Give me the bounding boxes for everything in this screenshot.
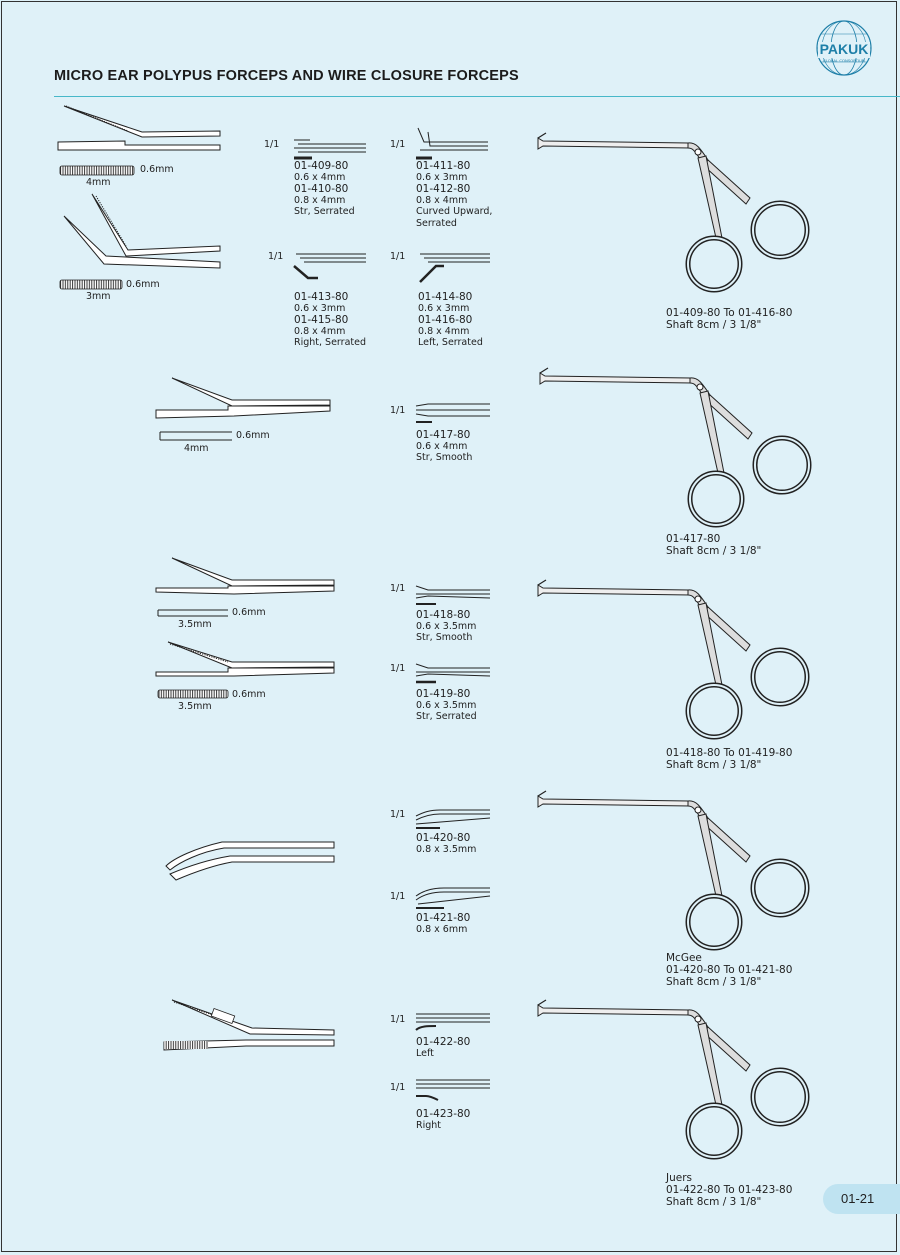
dim-width-g2: 0.6mm [236,430,270,441]
product-desc-423: Right [416,1120,442,1131]
product-code-410: 01-410-80 [294,183,349,195]
product-size-411: 0.6 x 3mm [416,172,468,183]
dim-width-g1b: 0.6mm [126,279,160,290]
jaw-icon-418 [416,586,490,604]
product-code-415: 01-415-80 [294,314,349,326]
ratio-label: 1/1 [390,251,406,262]
page-number: 01-21 [841,1191,875,1206]
product-code-422: 01-422-80 [416,1036,471,1048]
page-title: MICRO EAR POLYPUS FORCEPS AND WIRE CLOSURE FORCEPS [54,68,519,84]
product-size-420: 0.8 x 3.5mm [416,844,477,855]
group-shaft-g3: Shaft 8cm / 3 1/8" [666,759,762,771]
tip-detail-mcgee [166,842,334,880]
product-desc-419: Str, Serrated [416,711,477,722]
ratio-label: 1/1 [390,405,406,416]
dim-length-g1b: 3mm [86,291,111,302]
product-code-414: 01-414-80 [418,291,473,303]
product-desc-418: Str, Smooth [416,632,473,643]
tip-detail-curved-serrated [60,194,220,289]
product-code-409: 01-409-80 [294,160,349,172]
dim-length-g3a: 3.5mm [178,619,212,630]
ratio-label: 1/1 [390,1082,406,1093]
product-code-411: 01-411-80 [416,160,471,172]
product-code-421: 01-421-80 [416,912,471,924]
product-code-412: 01-412-80 [416,183,471,195]
forceps-drawing-g3 [538,580,807,737]
group-shaft-g5: Shaft 8cm / 3 1/8" [666,1196,762,1208]
product-code-423: 01-423-80 [416,1108,471,1120]
product-code-420: 01-420-80 [416,832,471,844]
ratio-label: 1/1 [390,809,406,820]
product-code-419: 01-419-80 [416,688,471,700]
tip-detail-straight-serrated [58,106,220,175]
group-shaft-g4: Shaft 8cm / 3 1/8" [666,976,762,988]
jaw-icon-420 [416,810,490,828]
group-range-g2: 01-417-80 [666,533,721,545]
ratio-label: 1/1 [264,139,280,150]
forceps-drawing-g4 [538,791,807,948]
product-size-413: 0.6 x 3mm [294,303,346,314]
product-desc2-412: Serrated [416,218,457,229]
group-shaft-g2: Shaft 8cm / 3 1/8" [666,545,762,557]
jaw-icon-413 [294,254,366,278]
product-desc-410: Str, Serrated [294,206,355,217]
product-code-416: 01-416-80 [418,314,473,326]
product-size-418: 0.6 x 3.5mm [416,621,477,632]
dim-width-g3b: 0.6mm [232,689,266,700]
ratio-label: 1/1 [390,583,406,594]
ratio-label: 1/1 [390,1014,406,1025]
forceps-drawing-g2 [540,368,809,525]
jaw-icon-409 [294,140,366,158]
ratio-label: 1/1 [390,663,406,674]
product-desc-417: Str, Smooth [416,452,473,463]
jaw-icon-423 [416,1080,490,1100]
group-shaft-g1: Shaft 8cm / 3 1/8" [666,319,762,331]
product-size-415: 0.8 x 4mm [294,326,346,337]
jaw-icon-422 [416,1014,490,1030]
forceps-drawing-g1 [538,133,807,290]
page-number-badge [823,1184,900,1214]
group-name-g4: McGee [666,952,702,964]
dim-length-g1a: 4mm [86,177,111,188]
svg-text:GLOBAL CONSORTIUM: GLOBAL CONSORTIUM [822,58,866,63]
product-desc-415: Right, Serrated [294,337,366,348]
jaw-icon-419 [416,664,490,682]
dim-width-g3a: 0.6mm [232,607,266,618]
product-size-409: 0.6 x 4mm [294,172,346,183]
product-size-412: 0.8 x 4mm [416,195,468,206]
group-range-g1: 01-409-80 To 01-416-80 [666,307,793,319]
jaw-icon-421 [416,888,490,908]
group-range-g4: 01-420-80 To 01-421-80 [666,964,793,976]
product-size-414: 0.6 x 3mm [418,303,470,314]
tip-detail-juers [164,1000,334,1050]
jaw-icon-411 [416,128,488,158]
product-size-417: 0.6 x 4mm [416,441,468,452]
product-desc-412: Curved Upward, [416,206,493,217]
ratio-label: 1/1 [268,251,284,262]
product-size-416: 0.8 x 4mm [418,326,470,337]
dim-length-g3b: 3.5mm [178,701,212,712]
product-desc-422: Left [416,1048,434,1059]
forceps-drawing-g5 [538,1000,807,1157]
product-size-421: 0.8 x 6mm [416,924,468,935]
dim-width-g1a: 0.6mm [140,164,174,175]
product-size-410: 0.8 x 4mm [294,195,346,206]
ratio-label: 1/1 [390,139,406,150]
jaw-icon-414 [420,254,490,282]
product-size-419: 0.6 x 3.5mm [416,700,477,711]
product-code-413: 01-413-80 [294,291,349,303]
dim-length-g2: 4mm [184,443,209,454]
ratio-label: 1/1 [390,891,406,902]
group-range-g5: 01-422-80 To 01-423-80 [666,1184,793,1196]
group-range-g3: 01-418-80 To 01-419-80 [666,747,793,759]
jaw-icon-417 [416,404,490,422]
group-name-g5: Juers [666,1172,692,1184]
product-desc-416: Left, Serrated [418,337,483,348]
product-code-418: 01-418-80 [416,609,471,621]
product-code-417: 01-417-80 [416,429,471,441]
svg-text:PAKUK: PAKUK [819,41,869,57]
